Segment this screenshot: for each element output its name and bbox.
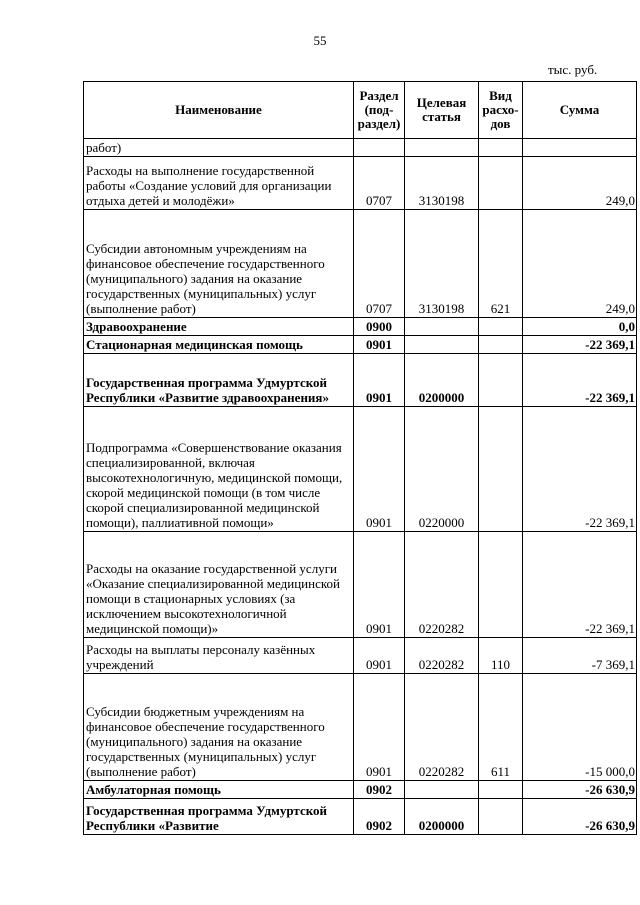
table-header-row xyxy=(84,82,637,139)
header-section: Раздел (под-раздел) xyxy=(354,82,405,139)
row-sum: 249,0 xyxy=(523,210,637,318)
row-target: 0220282 xyxy=(405,532,479,638)
row-kind xyxy=(479,139,523,157)
row-target xyxy=(405,318,479,336)
row-section: 0707 xyxy=(354,210,405,318)
table-row xyxy=(84,638,637,674)
row-target: 0220282 xyxy=(405,638,479,674)
row-sum: -15 000,0 xyxy=(523,674,637,781)
row-name: Здравоохранение xyxy=(84,318,354,336)
row-kind: 611 xyxy=(479,674,523,781)
table-row xyxy=(84,336,637,354)
row-section: 0901 xyxy=(354,674,405,781)
row-sum: -7 369,1 xyxy=(523,638,637,674)
table-row xyxy=(84,318,637,336)
header-name: Наименование xyxy=(84,82,354,139)
table-row xyxy=(84,210,637,318)
row-target: 0220282 xyxy=(405,674,479,781)
row-target: 0220000 xyxy=(405,407,479,532)
row-kind xyxy=(479,781,523,799)
row-target xyxy=(405,781,479,799)
row-name: Государственная программа Удмуртской Республики «Развитие xyxy=(84,799,354,835)
row-kind xyxy=(479,407,523,532)
units-label: тыс. руб. xyxy=(548,62,598,77)
table-row xyxy=(84,799,637,835)
row-section: 0901 xyxy=(354,638,405,674)
row-name: Расходы на выполнение государственной работы «Создание условий для организации отдыха детей и молодёжи» xyxy=(84,157,354,210)
row-section: 0901 xyxy=(354,336,405,354)
page-number: 55 xyxy=(313,33,327,48)
row-name: Расходы на выплаты персоналу казённых учреждений xyxy=(84,638,354,674)
row-sum: -22 369,1 xyxy=(523,336,637,354)
row-name: Амбулаторная помощь xyxy=(84,781,354,799)
row-name: Стационарная медицинская помощь xyxy=(84,336,354,354)
row-kind xyxy=(479,799,523,835)
row-kind: 621 xyxy=(479,210,523,318)
row-name: Подпрограмма «Совершенствование оказания специализированной, включая высокотехнологичную, медицинской помощи, скорой медицинской помощи (в том числе скорой специализированной медицинской помощи), паллиативной помощи» xyxy=(84,407,354,532)
row-section: 0900 xyxy=(354,318,405,336)
row-section: 0902 xyxy=(354,781,405,799)
table-row xyxy=(84,674,637,781)
row-kind xyxy=(479,354,523,407)
row-target: 3130198 xyxy=(405,210,479,318)
row-name: Субсидии автономным учреждениям на финансовое обеспечение государственного (муниципального) задания на оказание государственных (муниципальных) услуг (выполнение работ) xyxy=(84,210,354,318)
row-section: 0707 xyxy=(354,157,405,210)
row-kind xyxy=(479,157,523,210)
row-name: Государственная программа Удмуртской Республики «Развитие здравоохранения» xyxy=(84,354,354,407)
row-target: 3130198 xyxy=(405,157,479,210)
row-sum: -22 369,1 xyxy=(523,407,637,532)
budget-table xyxy=(83,81,637,835)
row-sum: -26 630,9 xyxy=(523,799,637,835)
row-sum xyxy=(523,139,637,157)
row-target: 0200000 xyxy=(405,354,479,407)
table-row xyxy=(84,157,637,210)
row-kind xyxy=(479,336,523,354)
header-target: Целевая статья xyxy=(405,82,479,139)
table-row xyxy=(84,781,637,799)
row-kind xyxy=(479,532,523,638)
row-kind: 110 xyxy=(479,638,523,674)
row-target: 0200000 xyxy=(405,799,479,835)
row-section: 0901 xyxy=(354,532,405,638)
row-kind xyxy=(479,318,523,336)
row-target xyxy=(405,139,479,157)
row-sum: -22 369,1 xyxy=(523,354,637,407)
row-sum: 0,0 xyxy=(523,318,637,336)
table-row xyxy=(84,407,637,532)
row-section xyxy=(354,139,405,157)
row-section: 0902 xyxy=(354,799,405,835)
row-name: работ) xyxy=(84,139,354,157)
row-sum: -26 630,9 xyxy=(523,781,637,799)
table-row xyxy=(84,139,637,157)
header-sum: Сумма xyxy=(523,82,637,139)
table-row xyxy=(84,532,637,638)
row-section: 0901 xyxy=(354,407,405,532)
row-section: 0901 xyxy=(354,354,405,407)
row-name: Расходы на оказание государственной услуги «Оказание специализированной медицинской помощи в стационарных условиях (за исключением высокотехнологичной медицинской помощи)» xyxy=(84,532,354,638)
table-row xyxy=(84,354,637,407)
row-name: Субсидии бюджетным учреждениям на финансовое обеспечение государственного (муниципального) задания на оказание государственных (муниципальных) услуг (выполнение работ) xyxy=(84,674,354,781)
row-sum: 249,0 xyxy=(523,157,637,210)
row-target xyxy=(405,336,479,354)
header-kind: Вид расхо-дов xyxy=(479,82,523,139)
row-sum: -22 369,1 xyxy=(523,532,637,638)
